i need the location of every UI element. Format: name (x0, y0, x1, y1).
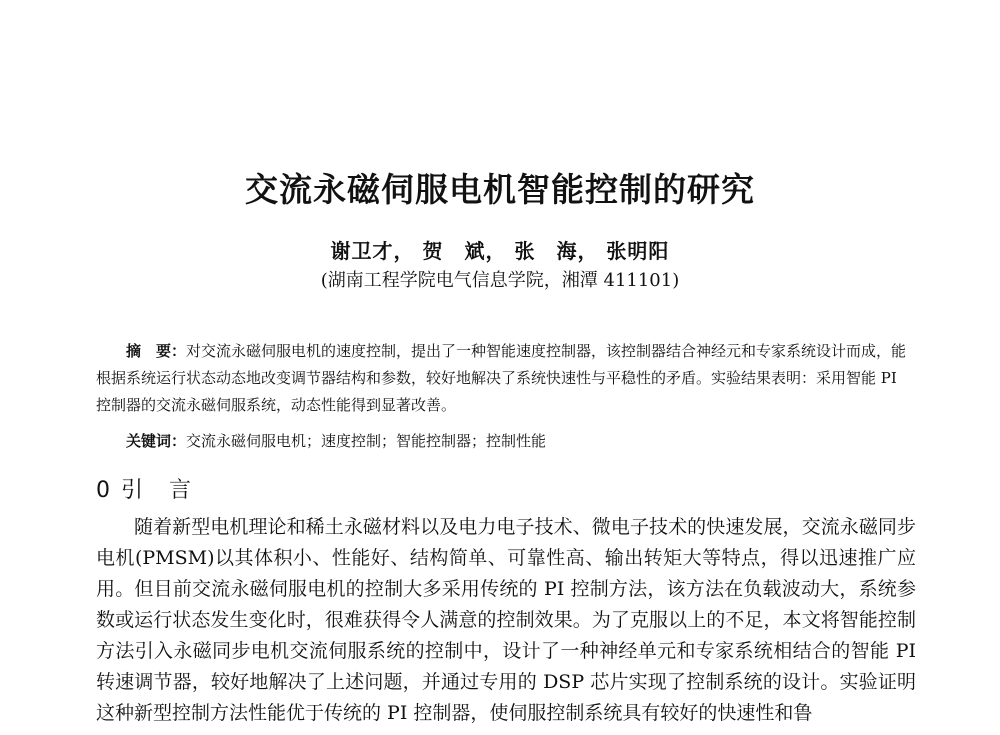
abstract (96, 338, 916, 419)
paper-title: 交流永磁伺服电机智能控制的研究 (245, 170, 755, 209)
introduction-paragraph: 随着新型电机理论和稀土永磁材料以及电力电子技术、微电子技术的快速发展，交流永磁同步电机(PMSM)以其体积小、性能好、结构简单、可靠性高、输出转矩大等特点，得以迅速推广应用。但目前交流永磁伺服电机的控制大多采用传统的 PI 控制方法，该方法在负载波动大，系统参数或运行状态发生变化时，很难获得令人满意的控制效果。为了克服以上的不足，本文将智能控制方法引入永磁同步电机交流伺服系统的控制中，设计了一种神经单元和专家系统相结合的智能 PI 转速调节器，较好地解决了上述问题，并通过专用的 DSP 芯片实现了控制系统的设计。实验证明这种新型控制方法性能优于传统的 PI 控制器，使伺服控制系统具有较好的快速性和鲁 (96, 516, 916, 724)
abstract-label: 摘 要： (126, 342, 187, 360)
abstract-text: 对交流永磁伺服电机的速度控制，提出了一种智能速度控制器，该控制器结合神经元和专家系统设计而成，能根据系统运行状态动态地改变调节器结构和参数，较好地解决了系统快速性与平稳性的矛盾。实验结果表明：采用智能 PI 控制器的交流永磁伺服系统，动态性能得到显著改善。 (96, 342, 907, 414)
author-list: 谢卫才， 贺 斌， 张 海， 张明阳 (330, 239, 670, 263)
keywords (126, 428, 916, 455)
keywords-label: 关键词： (126, 432, 187, 450)
section-heading-introduction: 0 引 言 (96, 478, 193, 503)
keywords-text: 交流永磁伺服电机；速度控制；智能控制器；控制性能 (186, 432, 547, 450)
affiliation: (湖南工程学院电气信息学院，湘潭 411101) (320, 270, 680, 291)
